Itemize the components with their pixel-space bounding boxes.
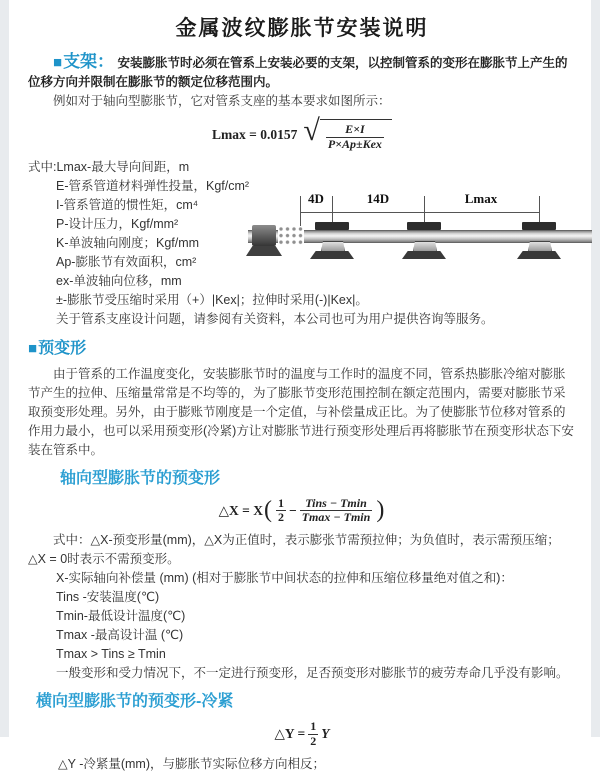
support-base	[310, 251, 354, 259]
definition-line: 式中:Lmax-最大导向间距，m	[28, 159, 190, 174]
support-example-line: 例如对于轴向型膨胀节，它对管系支座的基本要求如图所示：	[53, 94, 391, 108]
anchor-support-base	[246, 246, 282, 256]
definition-line: Ap-膨胀节有效面积，cm²	[56, 254, 197, 269]
page-title: 金属波纹膨胀节安装说明	[175, 17, 429, 40]
half-fraction-denominator: 2	[278, 510, 284, 525]
axial-definition-line: X-实际轴向补偿量 (mm) (相对于膨胀节中间状态的拉伸和压缩位移量绝对值之和)：	[56, 571, 513, 586]
half-fraction	[276, 497, 286, 526]
axial-definition-line: Tins -安装温度(℃)	[56, 590, 160, 605]
lateral-subsection-header: 横向型膨胀节的预变形-冷紧	[36, 693, 234, 711]
axial-formula	[28, 497, 576, 526]
lmax-fraction	[326, 123, 384, 152]
definition-line: P-设计压力，Kgf/mm²	[56, 216, 179, 231]
predeform-section-label: 预变形	[38, 339, 87, 357]
lateral-formula	[28, 720, 576, 749]
predeform-section-header	[28, 338, 576, 360]
section-bullet-icon: ■	[53, 54, 63, 71]
temperature-fraction-denominator: Tmax − Tmin	[301, 510, 371, 525]
support-cap	[315, 222, 349, 230]
lateral-note-line: △Y -冷紧量(mm)，与膨胀节实际位移方向相反；	[58, 756, 326, 771]
support-pedestal	[528, 241, 552, 252]
dimension-label-4d: 4D	[305, 191, 327, 206]
axial-definition-line: 一般变形和受力情况下，不一定进行预变形，足否预变形对膨胀节的疲劳寿命几乎没有影响。	[56, 666, 569, 681]
support-pedestal	[321, 241, 345, 252]
minus-sign: −	[289, 502, 297, 518]
dimension-label-lmax: Lmax	[462, 191, 501, 206]
support-base	[517, 251, 561, 259]
guide-support-icon	[517, 222, 561, 260]
dimension-label-14d: 14D	[364, 191, 392, 206]
axial-where-line: 式中：△X-预变形量(mm)，△X为正值时，表示膨张节需预拉伸；为负值时，表示需预压缩；△X = 0时表示不需预变形。	[28, 533, 560, 567]
support-cap	[407, 222, 441, 230]
support-cap	[522, 222, 556, 230]
anchor-support-icon	[252, 225, 276, 246]
guide-support-icon	[402, 222, 446, 260]
axial-subsection-header: 轴向型膨胀节的预变形	[60, 469, 221, 487]
lmax-formula	[28, 114, 576, 152]
bellows-expansion-joint-icon	[278, 226, 304, 246]
predeform-paragraph: 由于管系的工作温度变化，安装膨胀节时的温度与工作时的温度不同，管系热膨胀冷缩对膨胀节产生的拉伸、压缩量常常是不均等的，为了膨胀节变形范围控制在额定范围内，需要对膨胀节采取预变形处理。另外，由于膨账节刚度是一个定值，与补偿量成正比。为了使膨胀节位移对管系的作用力最小，也可以采用预变形(冷紧)方让对膨胀节进行预变形处理后再将膨胀节在预变形状态下安装在管系中。	[28, 366, 574, 457]
lateral-half-fraction	[308, 720, 318, 749]
definition-line: E-管系管道材料弹性投量，Kgf/cm²	[56, 178, 250, 193]
axial-definition-line: Tmax > Tins ≥ Tmin	[56, 647, 166, 662]
axial-definitions	[28, 569, 576, 683]
guide-support-icon	[310, 222, 354, 260]
lmax-fraction-numerator: E×I	[345, 122, 365, 136]
axial-formula-lhs: △X = X	[218, 502, 263, 518]
dimension-line	[300, 212, 539, 213]
definition-line: ±-膨胀节受压缩时采用（+）|Kex|；拉伸时采用(-)|Kex|。	[56, 292, 368, 307]
support-section-label: 支架：	[63, 52, 115, 71]
support-intro-text: 安装膨胀节时必须在管系上安装必要的支架，以控制管系的变形在膨胀节上产生的位移方向并限制在膨胀节的额定位移范围内。	[28, 56, 568, 89]
definition-line: ex-单波轴向位移，mm	[56, 273, 182, 288]
lmax-fraction-denominator: P×Ap±Kex	[327, 136, 382, 151]
lateral-formula-rhs: Y	[321, 726, 330, 742]
section-bullet-icon: ■	[28, 339, 38, 357]
lateral-fraction-numerator: 1	[310, 719, 317, 734]
sqrt-radical	[303, 114, 392, 152]
axial-definition-line: Tmax -最高设计温 (℃)	[56, 628, 184, 643]
axial-definition-line: Tmin-最低设计温度(℃)	[56, 609, 186, 624]
support-base	[402, 251, 446, 259]
sqrt-body	[320, 119, 392, 152]
definition-line: I-管系管道的惯性矩，cm⁴	[56, 197, 199, 212]
temperature-fraction	[300, 497, 373, 526]
open-paren: (	[264, 496, 272, 523]
half-fraction-numerator: 1	[278, 495, 284, 510]
lateral-fraction-denominator: 2	[310, 733, 317, 748]
pipe-support-diagram	[246, 190, 594, 268]
definition-line: 关于管系支座设计问题，请参阅有关资料，本公司也可为用户提供咨询等服务。	[56, 311, 494, 326]
support-intro-paragraph	[28, 52, 576, 92]
lateral-formula-lhs: △Y =	[274, 726, 306, 742]
sqrt-sign-icon: √	[303, 114, 320, 147]
temperature-fraction-numerator: Tins − Tmin	[305, 495, 367, 510]
definition-line: K-单波轴向刚度；Kgf/mm	[56, 235, 200, 250]
close-paren: )	[376, 496, 385, 523]
support-pedestal	[413, 241, 437, 252]
lmax-formula-lhs: Lmax = 0.0157	[212, 126, 298, 142]
